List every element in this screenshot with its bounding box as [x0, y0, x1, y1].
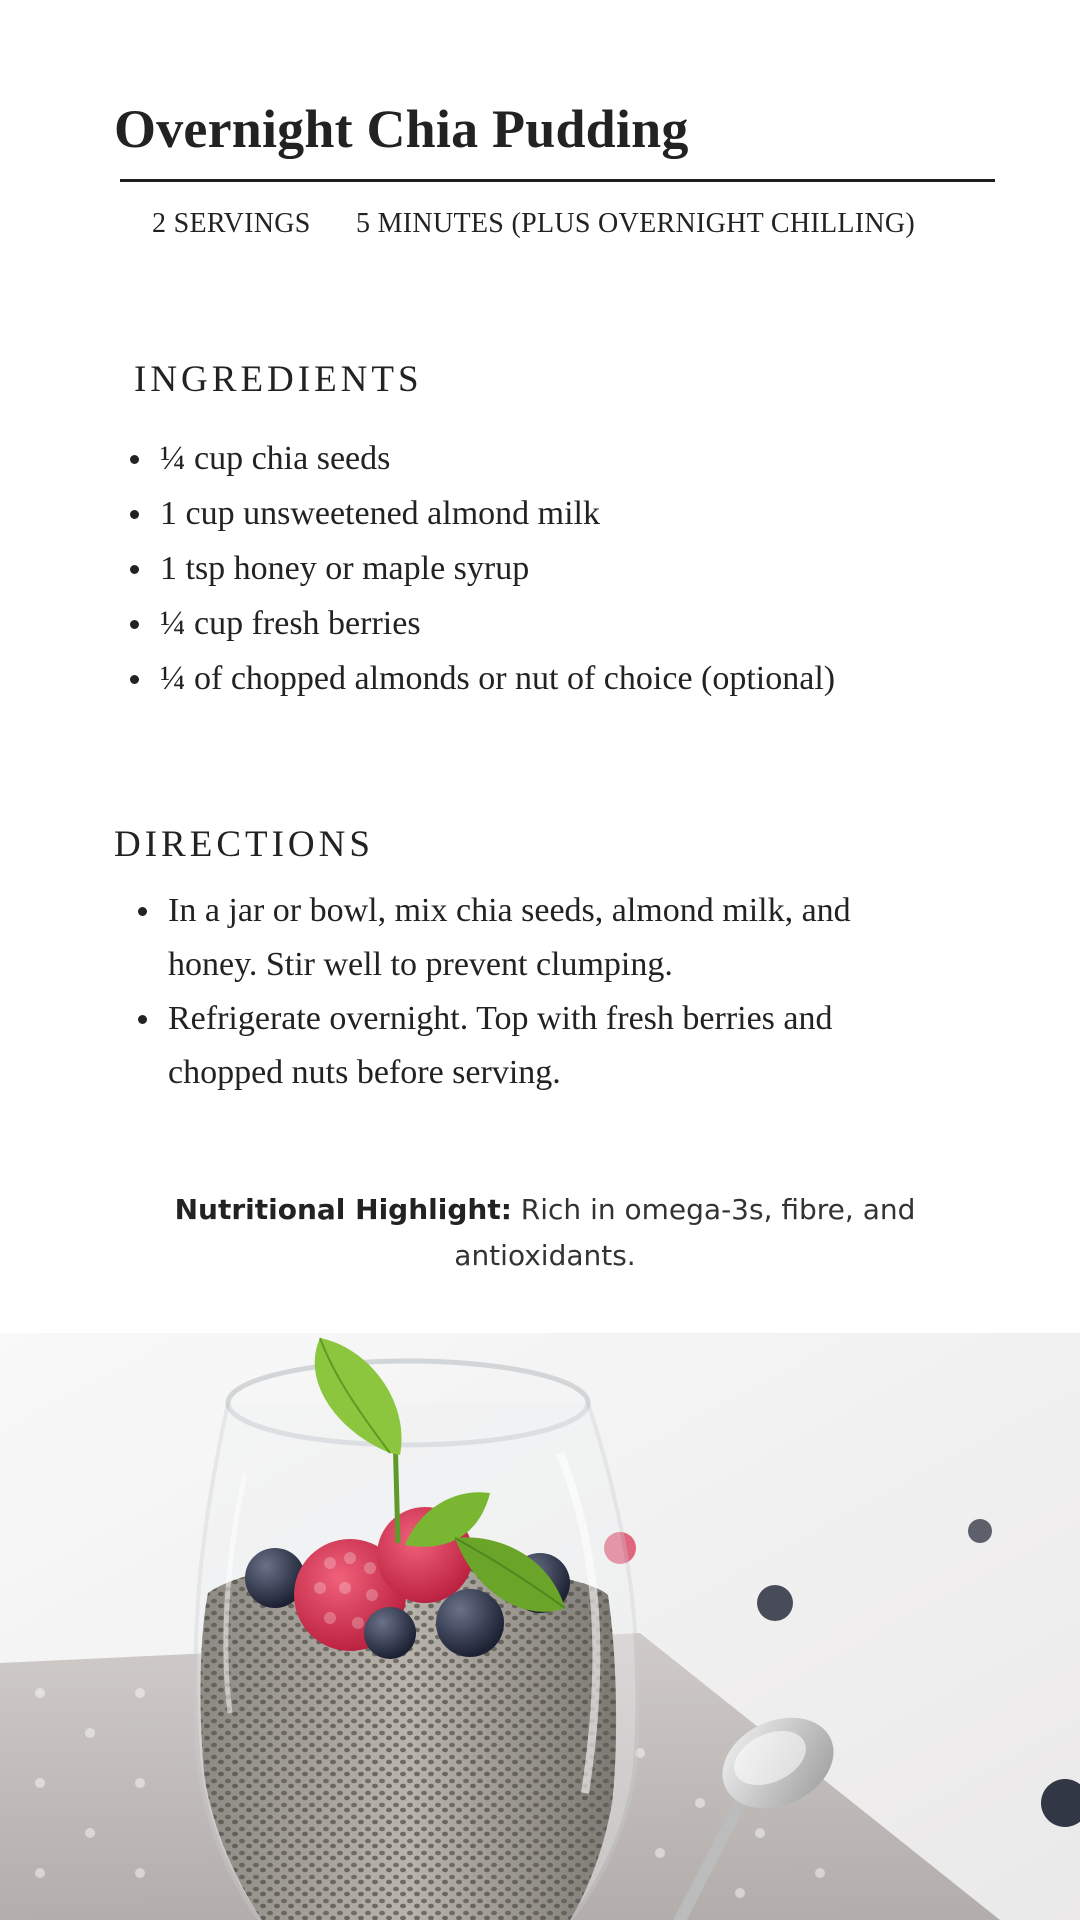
time-label: 5 MINUTES (PLUS OVERNIGHT CHILLING) — [356, 208, 916, 239]
nutrition-highlight — [130, 1187, 960, 1279]
ingredient-item: 1 cup unsweetened almond milk — [160, 486, 835, 541]
direction-step: In a jar or bowl, mix chia seeds, almond milk, and honey. Stir well to prevent clumping. — [168, 884, 928, 992]
recipe-title: Overnight Chia Pudding — [114, 99, 689, 159]
direction-step: Refrigerate overnight. Top with fresh berries and chopped nuts before serving. — [168, 992, 928, 1100]
ingredient-item: 1 tsp honey or maple syrup — [160, 541, 835, 596]
nutrition-label: Nutritional Highlight: — [174, 1193, 512, 1226]
ingredients-list — [160, 431, 835, 706]
ingredients-heading: INGREDIENTS — [134, 359, 423, 400]
ingredient-item: ¼ cup fresh berries — [160, 596, 835, 651]
directions-list — [168, 884, 928, 1100]
nutrition-text: Rich in omega-3s, fibre, and antioxidants. — [454, 1193, 916, 1272]
servings-label: 2 SERVINGS — [152, 208, 311, 239]
ingredient-item: ¼ of chopped almonds or nut of choice (optional) — [160, 651, 835, 706]
chia-pudding-photo — [0, 1333, 1080, 1920]
ingredient-item: ¼ cup chia seeds — [160, 431, 835, 486]
title-divider — [120, 179, 995, 182]
directions-heading: DIRECTIONS — [114, 824, 374, 865]
